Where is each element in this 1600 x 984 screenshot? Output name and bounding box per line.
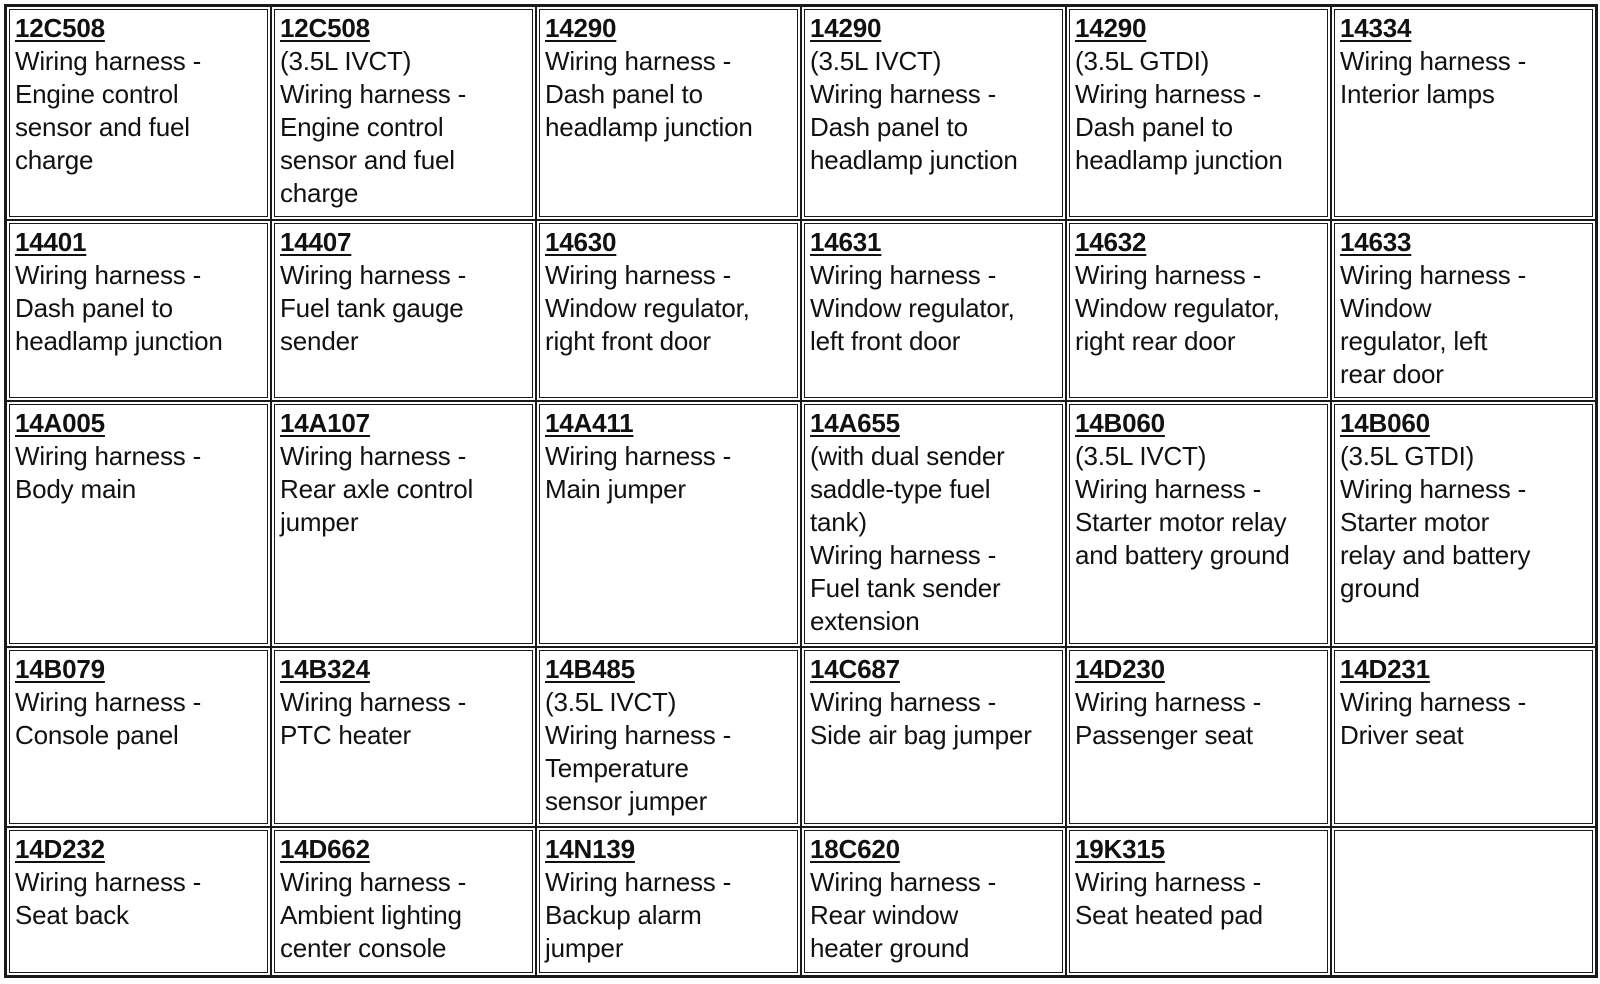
part-description-line: Temperature — [545, 753, 689, 784]
harness-cell — [1331, 647, 1596, 827]
part-number-link[interactable]: 14D662 — [280, 833, 370, 864]
harness-cell — [6, 647, 271, 827]
part-description-line: Seat heated pad — [1075, 899, 1263, 930]
part-description-line: (with dual sender — [810, 440, 1005, 471]
part-number-link[interactable]: 14A655 — [810, 407, 900, 438]
part-description-line: Wiring harness - — [545, 46, 732, 76]
part-description-line: Ambient lighting — [280, 899, 462, 930]
part-number-link[interactable]: 14290 — [545, 13, 617, 43]
harness-cell — [536, 647, 801, 827]
part-description-line: headlamp junction — [1075, 145, 1283, 175]
harness-cell — [536, 401, 801, 648]
harness-cell — [801, 401, 1066, 648]
part-description-line: Wiring harness - — [1075, 260, 1262, 291]
table-row — [6, 827, 1596, 976]
part-number-link[interactable]: 14D231 — [1340, 654, 1430, 685]
part-number-link[interactable]: 14N139 — [545, 833, 635, 864]
harness-cell — [536, 827, 801, 976]
part-description-line: Backup alarm — [545, 899, 702, 930]
part-number-link[interactable]: 12C508 — [280, 13, 370, 43]
part-description-line: Wiring harness - — [810, 866, 997, 897]
part-number-link[interactable]: 14631 — [810, 227, 882, 258]
part-description-line: sensor and fuel — [280, 145, 455, 175]
harness-cell — [536, 6, 801, 220]
harness-cell — [801, 647, 1066, 827]
part-description-line: Wiring harness - — [280, 260, 467, 291]
harness-cell — [6, 6, 271, 220]
part-description-line: Dash panel to — [810, 112, 968, 142]
part-number-link[interactable]: 14B324 — [280, 654, 370, 685]
part-description-line: extension — [810, 605, 920, 636]
part-description-line: right front door — [545, 326, 711, 357]
harness-cell — [271, 401, 536, 648]
harness-cell — [271, 647, 536, 827]
part-description-line: Wiring harness - — [545, 440, 732, 471]
part-description-line: rear door — [1340, 359, 1444, 390]
part-description-line: and battery ground — [1075, 539, 1290, 570]
harness-table — [4, 4, 1598, 978]
table-row — [6, 401, 1596, 648]
part-description-line: Fuel tank gauge — [280, 293, 464, 324]
harness-cell — [1331, 220, 1596, 401]
part-description-line: Interior lamps — [1340, 79, 1495, 109]
part-description-line: Seat back — [15, 899, 129, 930]
part-description-line: headlamp junction — [810, 145, 1018, 175]
harness-cell — [6, 220, 271, 401]
part-description-line: Wiring harness - — [810, 79, 997, 109]
harness-cell — [1066, 220, 1331, 401]
harness-cell — [271, 6, 536, 220]
part-description-line: Wiring harness - — [1075, 473, 1262, 504]
part-description-line: (3.5L IVCT) — [1075, 440, 1207, 471]
part-description-line: Wiring harness - — [15, 260, 202, 291]
part-number-link[interactable]: 14334 — [1340, 13, 1412, 43]
part-description-line: sender — [280, 326, 359, 357]
part-description-line: Side air bag jumper — [810, 720, 1032, 751]
part-description-line: center console — [280, 932, 447, 963]
part-description-line: Wiring harness - — [280, 866, 467, 897]
part-number-link[interactable]: 19K315 — [1075, 833, 1165, 864]
part-description-line: Rear axle control — [280, 473, 474, 504]
part-description-line: charge — [280, 178, 359, 208]
part-description-line: Wiring harness - — [15, 46, 202, 76]
part-number-link[interactable]: 14633 — [1340, 227, 1412, 258]
part-description-line: ground — [1340, 572, 1420, 603]
part-description-line: charge — [15, 145, 94, 175]
part-description-line: Driver seat — [1340, 720, 1464, 751]
part-description-line: Engine control — [280, 112, 444, 142]
part-description-line: saddle-type fuel — [810, 473, 991, 504]
part-description-line: Wiring harness - — [280, 687, 467, 718]
part-number-link[interactable]: 18C620 — [810, 833, 900, 864]
part-number-link[interactable]: 14B485 — [545, 654, 635, 685]
part-description-line: Wiring harness - — [810, 260, 997, 291]
part-description-line: Wiring harness - — [1075, 866, 1262, 897]
part-description-line: Dash panel to — [545, 79, 703, 109]
part-description-line: Window regulator, — [1075, 293, 1280, 324]
part-description-line: (3.5L IVCT) — [810, 46, 942, 76]
part-description-line: Dash panel to — [15, 293, 173, 324]
part-number-link[interactable]: 14D232 — [15, 833, 105, 864]
part-description-line: Wiring harness - — [1340, 473, 1527, 504]
part-description-line: Wiring harness - — [545, 260, 732, 291]
part-description-line: (3.5L IVCT) — [545, 687, 677, 718]
part-description-line: headlamp junction — [15, 326, 223, 357]
harness-cell — [6, 827, 271, 976]
harness-grid — [4, 4, 1594, 978]
harness-cell — [1331, 6, 1596, 220]
part-description-line: Wiring harness - — [810, 539, 997, 570]
harness-cell — [1066, 827, 1331, 976]
part-description-line: Wiring harness - — [1075, 79, 1262, 109]
harness-cell — [801, 220, 1066, 401]
part-description-line: Window — [1340, 293, 1432, 324]
part-description-line: Wiring harness - — [15, 440, 202, 471]
harness-cell — [801, 6, 1066, 220]
part-description-line: Wiring harness - — [1340, 260, 1527, 291]
part-description-line: Starter motor relay — [1075, 506, 1287, 537]
harness-cell — [6, 401, 271, 648]
part-description-line: left front door — [810, 326, 961, 357]
part-number-link[interactable]: 14B079 — [15, 654, 105, 685]
part-number-link[interactable]: 14D230 — [1075, 654, 1165, 685]
harness-cell — [271, 827, 536, 976]
part-description-line: Wiring harness - — [280, 79, 467, 109]
part-description-line: Wiring harness - — [15, 866, 202, 897]
part-description-line: tank) — [810, 506, 867, 537]
part-description-line: regulator, left — [1340, 326, 1488, 357]
part-number-link[interactable]: 14B060 — [1340, 407, 1430, 438]
part-description-line: sensor and fuel — [15, 112, 190, 142]
table-row — [6, 647, 1596, 827]
part-description-line: Passenger seat — [1075, 720, 1253, 751]
part-description-line: Window regulator, — [545, 293, 750, 324]
part-description-line: Wiring harness - — [15, 687, 202, 718]
part-description-line: Wiring harness - — [810, 687, 997, 718]
part-description-line: right rear door — [1075, 326, 1236, 357]
part-description-line: Engine control — [15, 79, 179, 109]
part-description-line: (3.5L GTDI) — [1340, 440, 1475, 471]
part-description-line: Wiring harness - — [1075, 687, 1262, 718]
part-description-line: headlamp junction — [545, 112, 753, 142]
harness-cell — [801, 827, 1066, 976]
part-number-link[interactable]: 12C508 — [15, 13, 105, 43]
part-description-line: Starter motor — [1340, 506, 1490, 537]
part-description-line: jumper — [545, 932, 624, 963]
part-description-line: jumper — [280, 506, 359, 537]
harness-cell — [271, 220, 536, 401]
part-number-link[interactable]: 14A411 — [545, 407, 634, 438]
part-description-line: Rear window — [810, 899, 959, 930]
part-description-line: Wiring harness - — [545, 866, 732, 897]
part-number-link[interactable]: 14407 — [280, 227, 352, 258]
table-row — [6, 6, 1596, 220]
part-number-link[interactable]: 14A107 — [280, 407, 370, 438]
part-number-link[interactable]: 14632 — [1075, 227, 1147, 258]
part-description-line: Fuel tank sender — [810, 572, 1001, 603]
part-description-line: (3.5L GTDI) — [1075, 46, 1210, 76]
part-description-line: relay and battery — [1340, 539, 1531, 570]
part-description-line: Wiring harness - — [1340, 46, 1527, 76]
part-number-link[interactable]: 14630 — [545, 227, 617, 258]
part-description-line: Window regulator, — [810, 293, 1015, 324]
harness-cell — [1066, 647, 1331, 827]
part-description-line: Main jumper — [545, 473, 686, 504]
part-description-line: Wiring harness - — [545, 720, 732, 751]
part-number-link[interactable]: 14A005 — [15, 407, 105, 438]
part-description-line: Body main — [15, 473, 137, 504]
part-description-line: Wiring harness - — [280, 440, 467, 471]
harness-cell — [536, 220, 801, 401]
part-description-line: Console panel — [15, 720, 179, 751]
part-number-link[interactable]: 14290 — [1075, 13, 1147, 43]
table-row — [6, 220, 1596, 401]
part-number-link[interactable]: 14B060 — [1075, 407, 1165, 438]
part-description-line: sensor jumper — [545, 786, 708, 817]
part-description-line: Wiring harness - — [1340, 687, 1527, 718]
harness-cell — [1066, 6, 1331, 220]
harness-cell — [1331, 401, 1596, 648]
harness-cell — [1066, 401, 1331, 648]
part-number-link[interactable]: 14401 — [15, 227, 87, 258]
part-number-link[interactable]: 14C687 — [810, 654, 900, 685]
part-description-line: heater ground — [810, 932, 970, 963]
part-description-line: (3.5L IVCT) — [280, 46, 412, 76]
part-description-line: Dash panel to — [1075, 112, 1233, 142]
part-description-line: PTC heater — [280, 720, 411, 751]
harness-cell — [1331, 827, 1596, 976]
part-number-link[interactable]: 14290 — [810, 13, 882, 43]
